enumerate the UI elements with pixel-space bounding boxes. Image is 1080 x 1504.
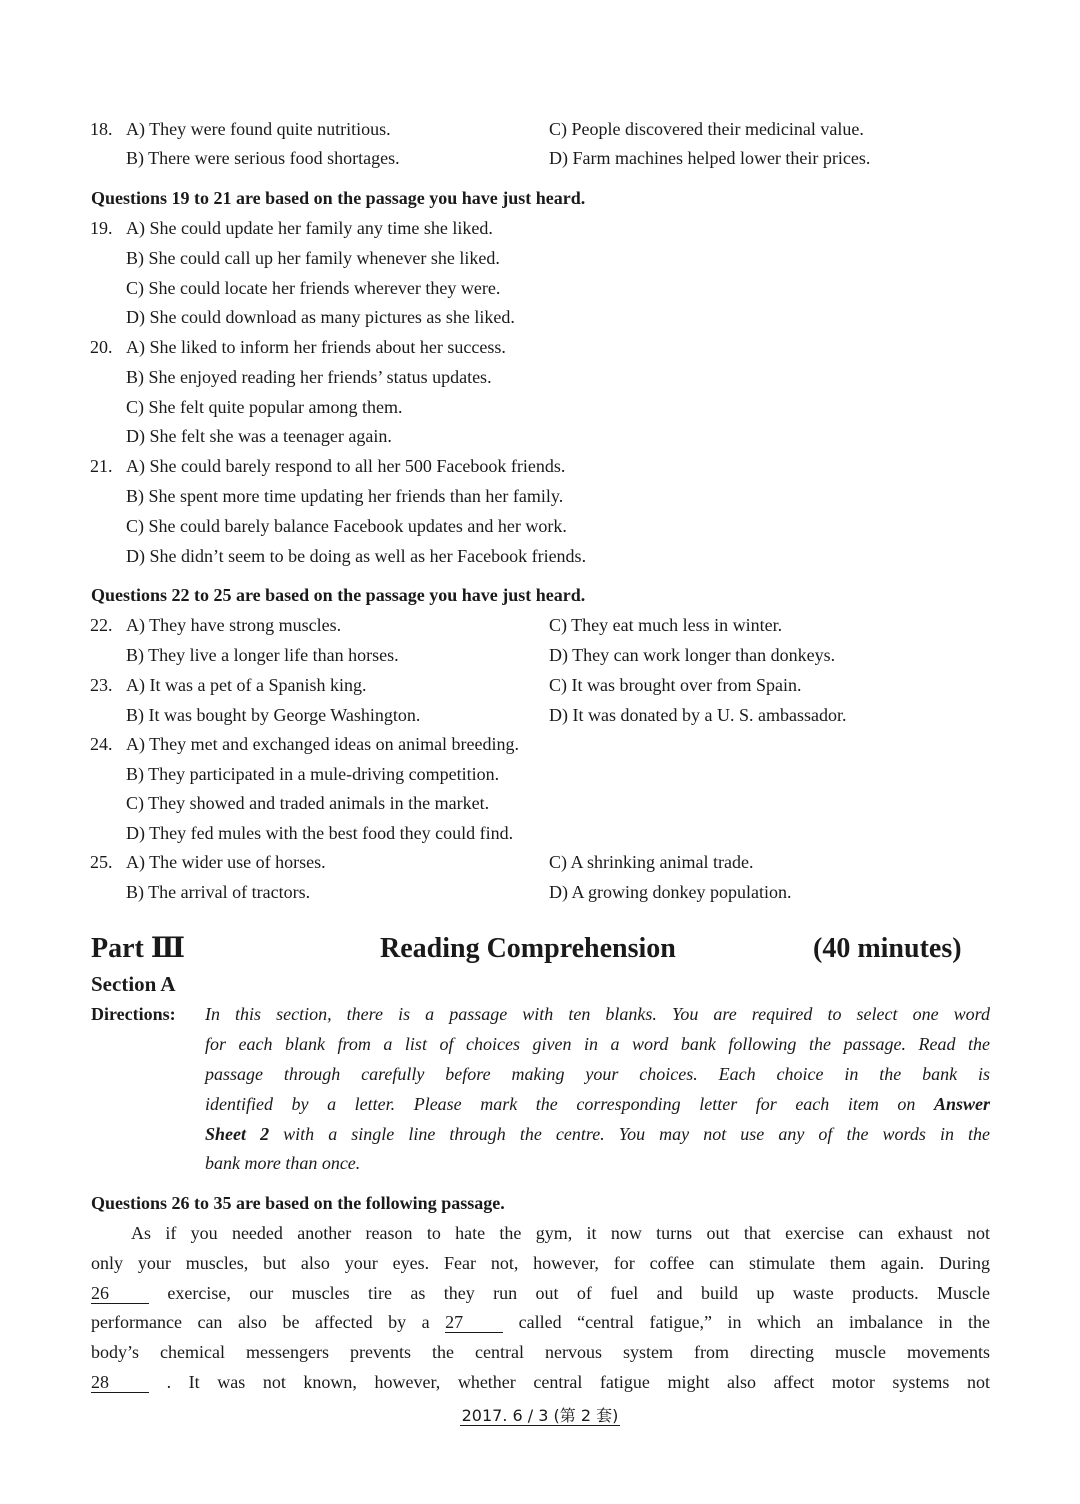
directions-line-6: bank more than once. — [205, 1153, 361, 1173]
option-d: D) A growing donkey population. — [549, 882, 792, 902]
passage-line-4-post: called “central fatigue,” in which an imbalance in the — [518, 1312, 991, 1332]
option-b: B) She spent more time updating her friends than her family. — [126, 486, 564, 506]
option-c: C) They eat much less in winter. — [549, 615, 783, 635]
question-number: 22. — [90, 615, 113, 635]
option-b: B) The arrival of tractors. — [126, 882, 311, 902]
option-a: A) She could barely respond to all her 500 Facebook friends. — [126, 456, 566, 476]
question-number: 18. — [90, 119, 113, 139]
passage-line-1: As if you needed another reason to hate the gym, it now turns out that exercise can exhaust not — [131, 1223, 990, 1243]
directions-line-2: for each blank from a list of choices given in a word bank following the passage. Read the — [205, 1034, 990, 1054]
option-b: B) They live a longer life than horses. — [126, 645, 399, 665]
option-d: D) They can work longer than donkeys. — [549, 645, 836, 665]
directions-line-3: passage through carefully before making your choices. Each choice in the bank is — [205, 1064, 990, 1084]
option-d: D) Farm machines helped lower their prices. — [549, 148, 871, 168]
option-b: B) There were serious food shortages. — [126, 148, 400, 168]
option-c: C) She felt quite popular among them. — [126, 397, 403, 417]
option-a: A) She liked to inform her friends about her success. — [126, 337, 506, 357]
option-a: A) They were found quite nutritious. — [126, 119, 391, 139]
option-a: A) It was a pet of a Spanish king. — [126, 675, 367, 695]
answer-sheet-ref-2: Sheet 2 — [205, 1124, 270, 1144]
option-b: B) She could call up her family whenever she liked. — [126, 248, 500, 268]
page-footer — [0, 1405, 1080, 1427]
option-b: B) It was bought by George Washington. — [126, 705, 421, 725]
option-c: C) They showed and traded animals in the market. — [126, 793, 490, 813]
blank-27[interactable]: 27 — [445, 1313, 503, 1333]
option-a: A) She could update her family any time she liked. — [126, 218, 493, 238]
section-title: Section A — [91, 972, 176, 996]
footer-page-number: 2017. 6 / 3 (第 2 套) — [461, 1406, 619, 1425]
answer-sheet-ref: Answer — [933, 1094, 990, 1114]
passage-line-3-text: exercise, our muscles tire as they run out of fuel and build up waste products. Muscle — [167, 1283, 990, 1303]
passage-line-6 — [91, 1371, 990, 1393]
questions-22-25-heading: Questions 22 to 25 are based on the passage you have just heard. — [91, 585, 586, 605]
directions-line-4-text: identified by a letter. Please mark the corresponding letter for each item on — [205, 1094, 916, 1114]
part-time: (40 minutes) — [813, 933, 962, 964]
option-c: C) People discovered their medicinal value. — [549, 119, 864, 139]
directions-label: Directions: — [91, 1004, 176, 1024]
option-a: A) They have strong muscles. — [126, 615, 342, 635]
blank-26[interactable]: 26 — [91, 1284, 149, 1304]
option-d: D) She felt she was a teenager again. — [126, 426, 392, 446]
option-c: C) It was brought over from Spain. — [549, 675, 802, 695]
directions-line-4 — [205, 1093, 990, 1115]
passage-line-2: only your muscles, but also your eyes. Fear not, however, for coffee can stimulate them again. During — [91, 1253, 990, 1273]
option-a: A) The wider use of horses. — [126, 852, 326, 872]
directions-line-5 — [205, 1123, 990, 1145]
question-number: 24. — [90, 734, 113, 754]
option-b: B) She enjoyed reading her friends’ status updates. — [126, 367, 492, 387]
question-number: 23. — [90, 675, 113, 695]
question-number: 21. — [90, 456, 113, 476]
option-d: D) They fed mules with the best food they could find. — [126, 823, 514, 843]
blank-28[interactable]: 28 — [91, 1373, 149, 1393]
passage-line-3 — [91, 1282, 990, 1304]
passage-line-4-pre: performance can also be affected by a — [91, 1312, 430, 1332]
directions-line-5-text: with a single line through the centre. You may not use any of the words in the — [283, 1124, 991, 1144]
directions-line-1: In this section, there is a passage with ten blanks. You are required to select one word — [205, 1004, 990, 1024]
option-d: D) She could download as many pictures as she liked. — [126, 307, 515, 327]
option-d: D) It was donated by a U. S. ambassador. — [549, 705, 847, 725]
option-c: C) She could locate her friends wherever they were. — [126, 278, 501, 298]
option-c: C) She could barely balance Facebook updates and her work. — [126, 516, 567, 536]
question-number: 20. — [90, 337, 113, 357]
option-d: D) She didn’t seem to be doing as well as her Facebook friends. — [126, 546, 587, 566]
questions-19-21-heading: Questions 19 to 21 are based on the passage you have just heard. — [91, 188, 586, 208]
option-c: C) A shrinking animal trade. — [549, 852, 754, 872]
option-a: A) They met and exchanged ideas on animal breeding. — [126, 734, 520, 754]
passage-line-4 — [91, 1311, 990, 1333]
option-b: B) They participated in a mule-driving competition. — [126, 764, 500, 784]
passage-line-5: body’s chemical messengers prevents the central nervous system from directing muscle movements — [91, 1342, 990, 1362]
part-title: Reading Comprehension — [380, 933, 676, 964]
question-number: 19. — [90, 218, 113, 238]
question-number: 25. — [90, 852, 113, 872]
part-label: Part Ⅲ — [91, 933, 185, 964]
passage-line-6-text: . It was not known, however, whether central fatigue might also affect motor systems not — [166, 1372, 990, 1392]
questions-26-35-heading: Questions 26 to 35 are based on the following passage. — [91, 1193, 505, 1213]
